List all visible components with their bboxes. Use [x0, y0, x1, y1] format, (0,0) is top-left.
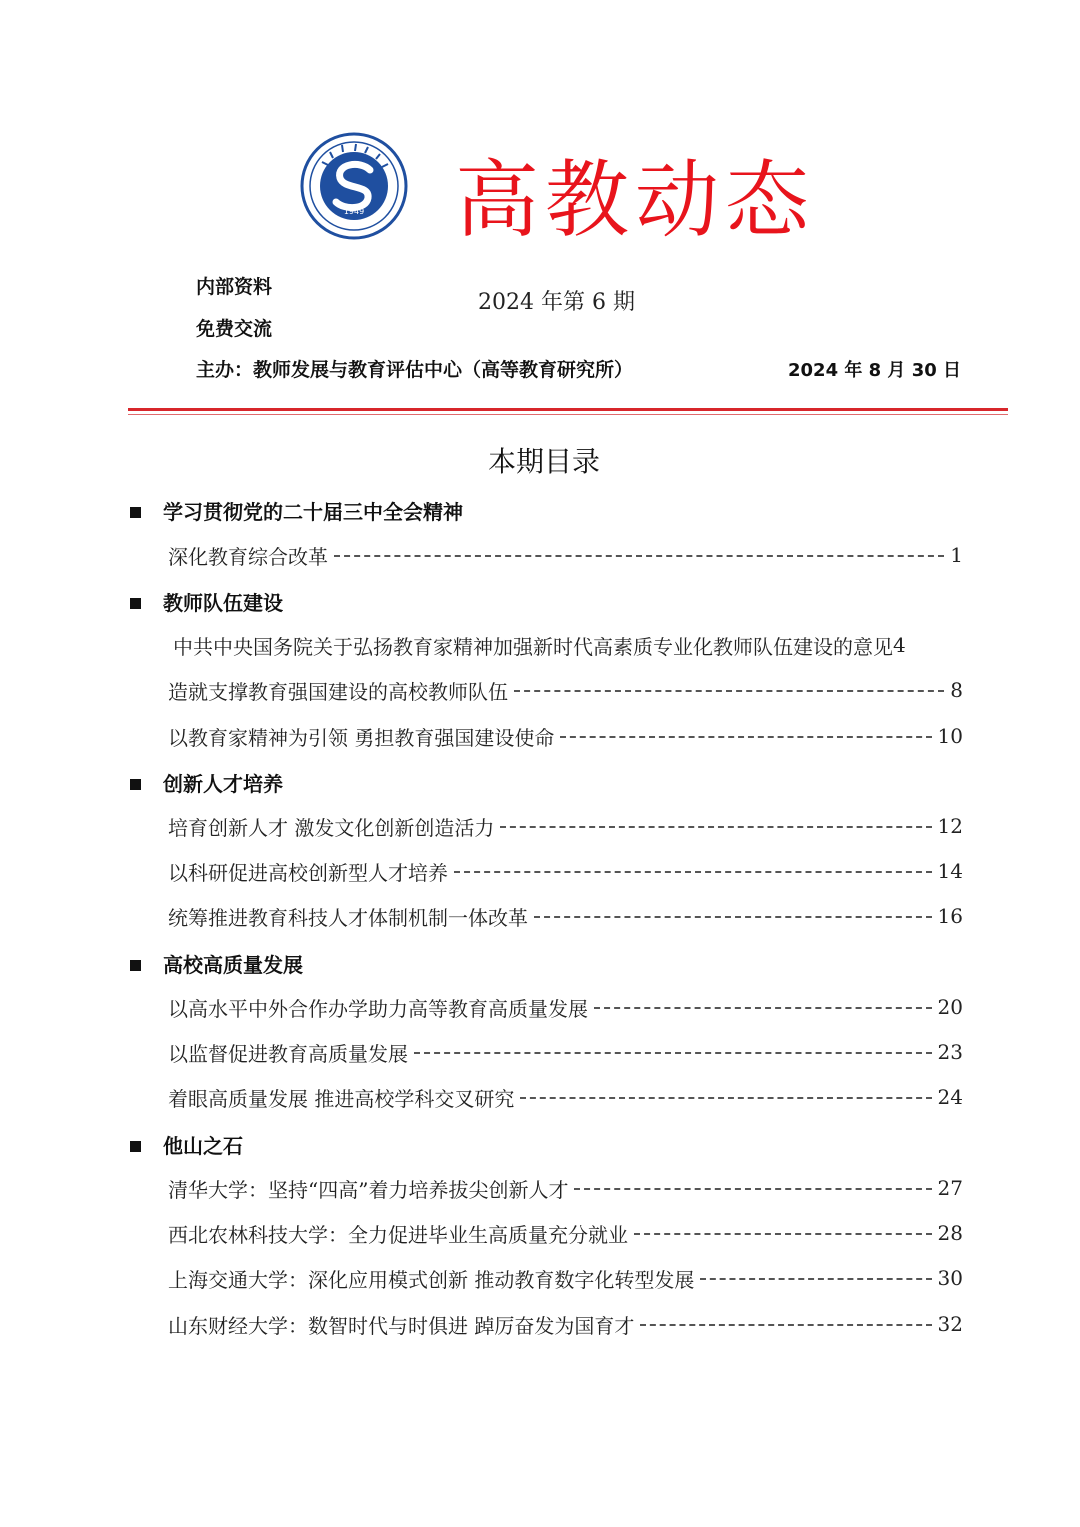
toc-title: 本期目录 [487, 445, 600, 478]
toc-entry[interactable] [168, 901, 963, 931]
dot-leader [700, 1278, 931, 1280]
toc-entry[interactable] [168, 721, 963, 751]
toc-section-heading: 他山之石 [130, 1130, 243, 1159]
toc-entry-title: 清华大学：坚持“四高”着力培养拔尖创新人才 [168, 1177, 569, 1202]
masthead-title: 高教动态 [455, 151, 816, 249]
toc-entry-title: 山东财经大学：数智时代与时俱进 踔厉奋发为国育才 [168, 1313, 635, 1338]
toc-entry-title: 上海交通大学：深化应用模式创新 推动教育数字化转型发展 [168, 1267, 695, 1292]
toc-entry-title: 造就支撑教育强国建设的高校教师队伍 [168, 679, 508, 704]
free-note: 免费交流 [196, 318, 273, 340]
dot-leader [514, 690, 944, 692]
internal-note: 内部资料 [196, 276, 273, 298]
dot-leader [594, 1007, 932, 1009]
toc-entry-page: 16 [937, 904, 963, 928]
dot-leader [520, 1097, 931, 1099]
toc-entry[interactable] [168, 1218, 963, 1248]
dot-leader [560, 736, 931, 738]
sponsor-line: 主办：教师发展与教育评估中心（高等教育研究所） [196, 359, 634, 381]
square-bullet-icon [130, 960, 141, 971]
toc-section-heading: 高校高质量发展 [130, 949, 303, 978]
toc-entry-title: 中共中央国务院关于弘扬教育家精神加强新时代高素质专业化教师队伍建设的意见 [173, 634, 893, 659]
toc-entry[interactable] [168, 1309, 963, 1339]
toc-entry[interactable] [173, 630, 968, 660]
toc-entry[interactable] [168, 992, 963, 1022]
toc-entry[interactable] [168, 540, 963, 570]
publication-date: 2024 年 8 月 30 日 [788, 360, 962, 381]
square-bullet-icon [130, 507, 141, 518]
dot-leader [534, 916, 932, 918]
toc-entry[interactable] [168, 811, 963, 841]
toc-entry[interactable] [168, 1173, 963, 1203]
toc-entry-title: 以高水平中外合作办学助力高等教育高质量发展 [168, 996, 588, 1021]
toc-entry-page: 10 [937, 724, 963, 748]
square-bullet-icon [130, 779, 141, 790]
toc-entry-page: 23 [937, 1040, 963, 1064]
toc-entry-page: 28 [937, 1221, 963, 1245]
toc-entry-title: 着眼高质量发展 推进高校学科交叉研究 [168, 1086, 515, 1111]
toc-entry[interactable] [168, 675, 963, 705]
dot-leader [640, 1324, 931, 1326]
toc-entry[interactable] [168, 1082, 963, 1112]
toc-entry-title: 以科研促进高校创新型人才培养 [168, 860, 448, 885]
square-bullet-icon [130, 598, 141, 609]
toc-entry-page: 4 [893, 633, 906, 657]
toc-section-heading: 教师队伍建设 [130, 587, 283, 616]
toc-entry-page: 27 [937, 1176, 963, 1200]
toc-entry[interactable] [168, 856, 963, 886]
toc-entry-page: 20 [937, 995, 963, 1019]
dot-leader [634, 1233, 932, 1235]
square-bullet-icon [130, 1141, 141, 1152]
dot-leader [574, 1188, 931, 1190]
toc-entry[interactable] [168, 1263, 963, 1293]
toc-entry-title: 深化教育综合改革 [168, 544, 328, 569]
toc-entry-page: 24 [937, 1085, 963, 1109]
toc-entry-page: 1 [950, 543, 963, 567]
issue-number: 2024 年第 6 期 [478, 290, 635, 315]
toc-entry-title: 培育创新人才 激发文化创新创造活力 [168, 815, 495, 840]
toc-entry-title: 以监督促进教育高质量发展 [168, 1041, 408, 1066]
toc-entry-title: 西北农林科技大学：全力促进毕业生高质量充分就业 [168, 1222, 628, 1247]
dot-leader [414, 1052, 932, 1054]
dot-leader [500, 826, 931, 828]
toc-entry[interactable] [168, 1037, 963, 1067]
dot-leader [334, 555, 944, 557]
toc-entry-page: 14 [937, 859, 963, 883]
toc-entry-title: 以教育家精神为引领 勇担教育强国建设使命 [168, 725, 555, 750]
dot-leader [454, 871, 932, 873]
toc-section-heading: 学习贯彻党的二十届三中全会精神 [130, 496, 463, 525]
toc-entry-page: 12 [937, 814, 963, 838]
toc-entry-page: 8 [950, 678, 963, 702]
toc-entry-title: 统筹推进教育科技人才体制机制一体改革 [168, 905, 528, 930]
toc-section-heading: 创新人才培养 [130, 768, 283, 797]
seal-year: 1949 [343, 207, 365, 216]
toc-entry-page: 30 [937, 1266, 963, 1290]
toc-entry-page: 32 [937, 1312, 963, 1336]
